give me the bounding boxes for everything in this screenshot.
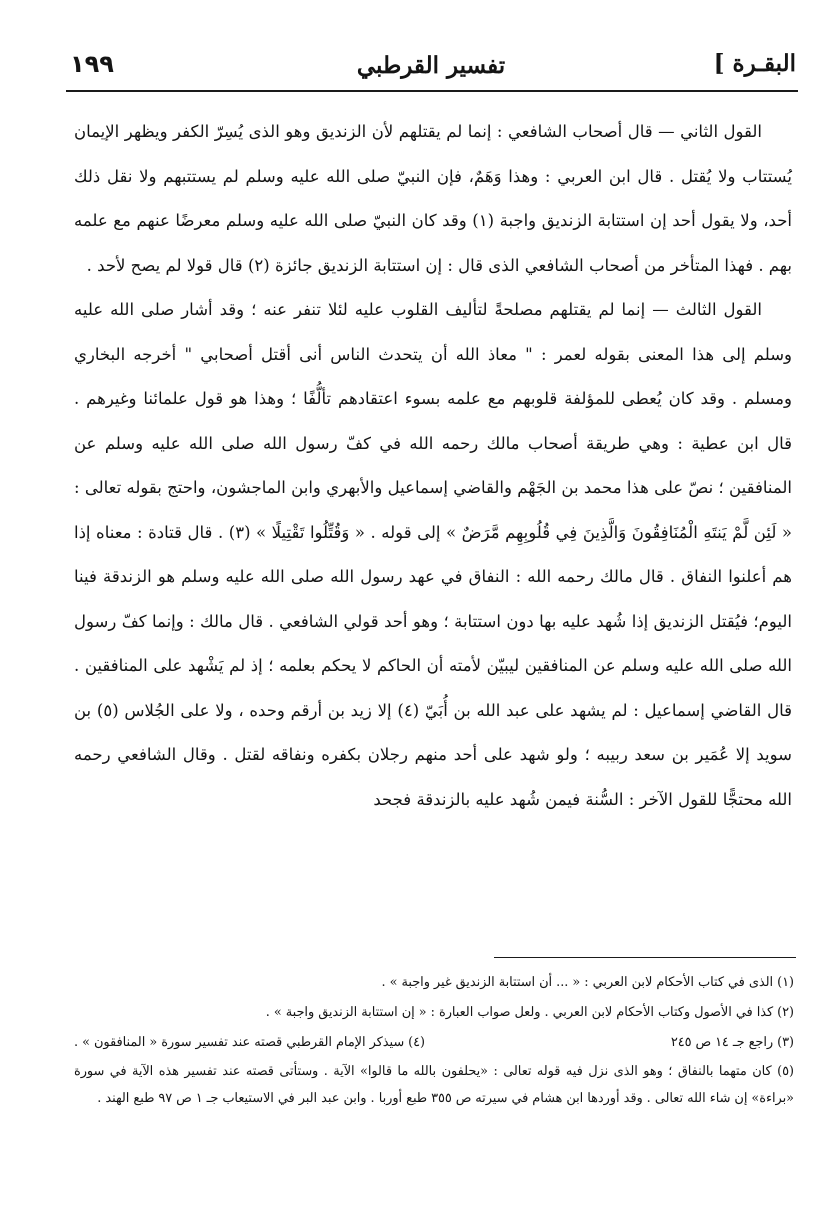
- page-header: [66, 44, 796, 90]
- paragraph-third-opinion: القول الثالث — إنما لم يقتلهم مصلحةً لتأليف القلوب عليه لئلا تنفر عنه ؛ وقد أشار صلى الله عليه وسلم إلى هذا المعنى بقوله لعمر : " معاذ الله أن يتحدث الناس أنى أقتل أصحابي " أخرجه البخاري ومسلم . وقد كان يُعطى للمؤلفة قلوبهم مع علمه بسوء اعتقادهم تألُّفًا ؛ وهذا هو قول علمائنا وغيرهم . قال ابن عطية : وهي طريقة أصحاب مالك رحمه الله في كفّ رسول الله صلى الله عليه وسلم عن المنافقين ؛ نصّ على هذا محمد بن الجَهْم والقاضي إسماعيل والأبهري وابن الماجشون، واحتج بقوله تعالى : « لَئِن لَّمْ يَنتَهِ الْمُنَافِقُونَ وَالَّذِينَ فِي قُلُوبِهِم مَّرَضٌ » إلى قوله . « وَقُتِّلُوا تَقْتِيلًا » (٣) . قال قتادة : معناه إذا هم أعلنوا النفاق . قال مالك رحمه الله : النفاق في عهد رسول الله صلى الله عليه وسلم هو الزندقة فينا اليوم؛ فيُقتل الزنديق إذا شُهد عليه بها دون استتابة ؛ وهو أحد قولي الشافعي . قال مالك : وإنما كفّ رسول الله صلى الله عليه وسلم عن المنافقين ليبيّن لأمته أن الحاكم لا يحكم بعلمه ؛ إذ لم يَشْهد على المنافقين . قال القاضي إسماعيل : لم يشهد على عبد الله بن أُبَيّ (٤) إلا زيد بن أرقم وحده ، ولا على الجُلاس (٥) بن سويد إلا عُمَير بن سعد ربيبه ؛ ولو شهد على أحد منهم رجلان بكفره ونفاقه لقتل . وقال الشافعي رحمه الله محتجًّا للقول الآخر : السُّنة فيمن شُهد عليه بالزندقة فجحد: [74, 300, 792, 809]
- header-divider: [66, 90, 798, 92]
- footnotes: [74, 968, 794, 1112]
- footnote-2: (٢) كذا في الأصول وكتاب الأحكام لابن العربي . ولعل صواب العبارة : « إن استتابة الزنديق واجبة » .: [265, 1005, 794, 1020]
- surah-name: البقـرة ]: [713, 50, 796, 77]
- running-title: تفسير القرطبي: [356, 52, 506, 79]
- main-text: [74, 110, 792, 822]
- footnote-5: (٥) كان متهما بالنفاق ؛ وهو الذى نزل فيه قوله تعالى : «يحلفون بالله ما قالوا» الآية . وستأتى قصته عند تفسير هذه الآية في سورة «براءة» إن شاء الله تعالى . وقد أوردها ابن هشام في سيرته ص ٣٥٥ طبع أوربا . وابن عبد البر في الاستيعاب جـ ١ ص ٩٧ طبع الهند .: [74, 1064, 794, 1106]
- footnote-3: (٣) راجع جـ ١٤ ص ٢٤٥: [670, 1035, 794, 1050]
- footnote-1: (١) الذى في كتاب الأحكام لابن العربي : « ... أن استتابة الزنديق غير واجبة » .: [381, 975, 794, 990]
- footnote-row-3-4: [74, 1028, 794, 1058]
- footnote-4: (٤) سيذكر الإمام القرطبي قصته عند تفسير سورة « المنافقون » .: [74, 1035, 425, 1050]
- footnote-divider: [494, 957, 796, 958]
- page-number: ١٩٩: [70, 50, 114, 78]
- paragraph-second-opinion: القول الثاني — قال أصحاب الشافعي : إنما لم يقتلهم لأن الزنديق وهو الذى يُسِرّ الكفر ويظهر الإيمان يُستتاب ولا يُقتل . قال ابن العربي : وهذا وَهَمٌ، فإن النبيّ صلى الله عليه وسلم لم يستتبهم ولا نقل ذلك أحد، ولا يقول أحد إن استتابة الزنديق واجبة (١) وقد كان النبيّ صلى الله عليه وسلم معرضًا عنهم مع علمه بهم . فهذا المتأخر من أصحاب الشافعي الذى قال : إن استتابة الزنديق جائزة (٢) قال قولا لم يصح لأحد .: [74, 122, 793, 275]
